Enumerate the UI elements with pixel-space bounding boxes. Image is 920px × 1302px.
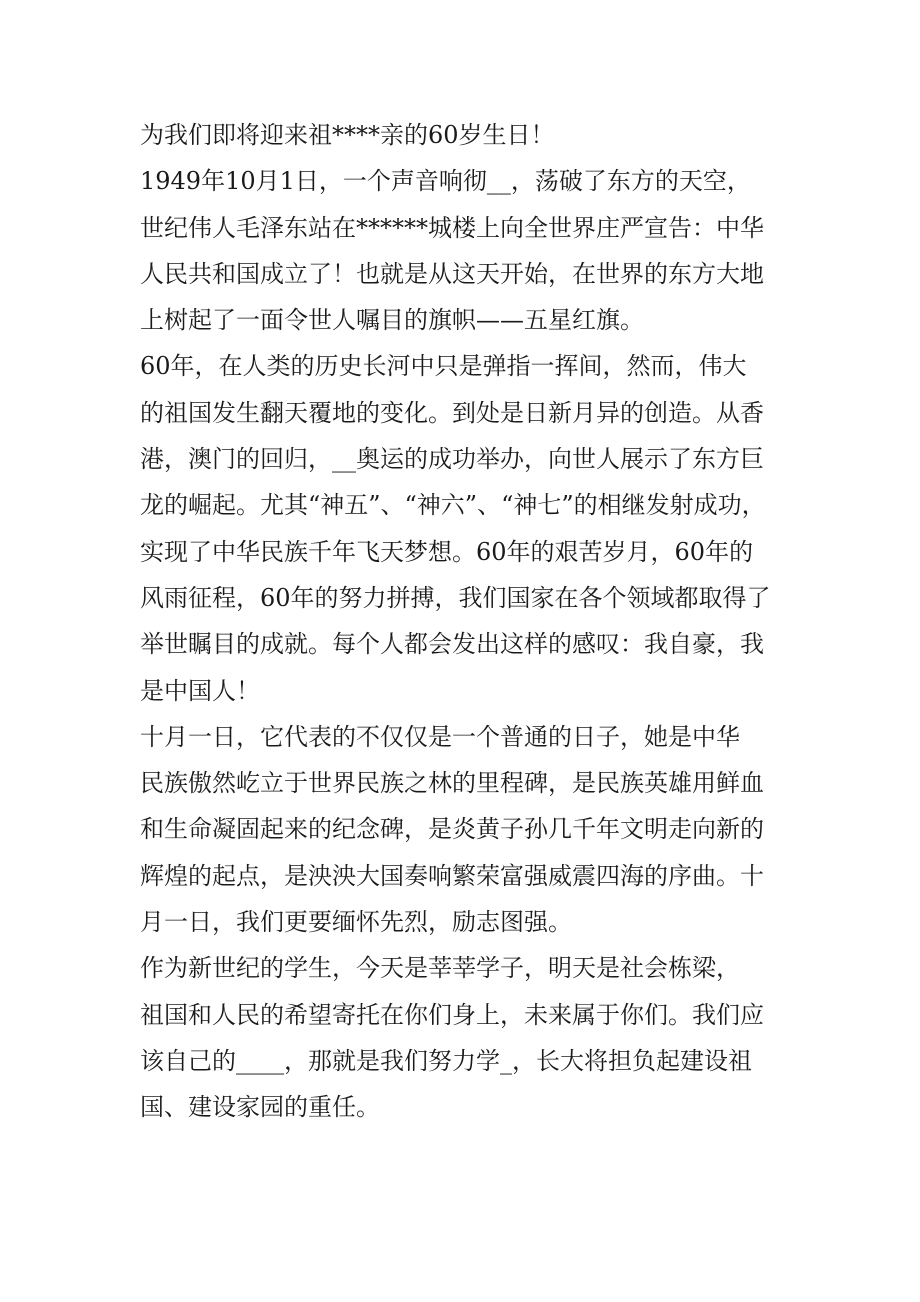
text-line: 国、建设家园的重任。 [140, 1093, 380, 1122]
paragraph-2 [140, 158, 800, 343]
text-line: 举世瞩目的成就。每个人都会发出这样的感叹：我自豪，我 [140, 630, 764, 659]
text-line: 风雨征程，60年的努力拼搏，我们国家在各个领域都取得了 [140, 583, 771, 612]
text-line: 和生命凝固起来的纪念碑，是炎黄子孙几千年文明走向新的 [140, 815, 764, 844]
text-line: 1949年10月1日，一个声音响彻__，荡破了东方的天空， [140, 167, 751, 196]
document-body [140, 112, 800, 1131]
paragraph-4 [140, 714, 800, 945]
text-line: 月一日，我们更要缅怀先烈，励志图强。 [140, 908, 572, 937]
paragraph-1 [140, 112, 800, 158]
text-line: 世纪伟人毛泽东站在******城楼上向全世界庄严宣告：中华 [140, 213, 764, 242]
text-line: 辉煌的起点，是泱泱大国奏响繁荣富强威震四海的序曲。十 [140, 861, 764, 890]
paragraph-3 [140, 343, 800, 713]
text-line: 龙的崛起。尤其“神五”、“神六”、“神七”的相继发射成功， [140, 491, 766, 520]
text-line: 上树起了一面令世人嘱目的旗帜——五星红旗。 [140, 306, 644, 335]
text-line: 是中国人！ [140, 676, 260, 705]
text-line: 该自己的____，那就是我们努力学_，长大将担负起建设祖 [140, 1046, 752, 1075]
text-line: 实现了中华民族千年飞天梦想。60年的艰苦岁月，60年的 [140, 537, 754, 566]
paragraph-5 [140, 945, 800, 1130]
text-line: 人民共和国成立了！也就是从这天开始，在世界的东方大地 [140, 259, 764, 288]
text-line: 作为新世纪的学生，今天是莘莘学子，明天是社会栋梁， [140, 954, 740, 983]
text-line: 祖国和人民的希望寄托在你们身上，未来属于你们。我们应 [140, 1000, 764, 1029]
text-line: 为我们即将迎来祖****亲的60岁生日！ [140, 121, 555, 149]
text-line: 60年，在人类的历史长河中只是弹指一挥间，然而，伟大 [140, 352, 747, 381]
text-line: 港，澳门的回归，__奥运的成功举办，向世人展示了东方巨 [140, 445, 764, 474]
text-line: 的祖国发生翻天覆地的变化。到处是日新月异的创造。从香 [140, 398, 764, 427]
text-line: 十月一日，它代表的不仅仅是一个普通的日子，她是中华 [140, 722, 740, 751]
text-line: 民族傲然屹立于世界民族之林的里程碑，是民族英雄用鲜血 [140, 769, 764, 798]
